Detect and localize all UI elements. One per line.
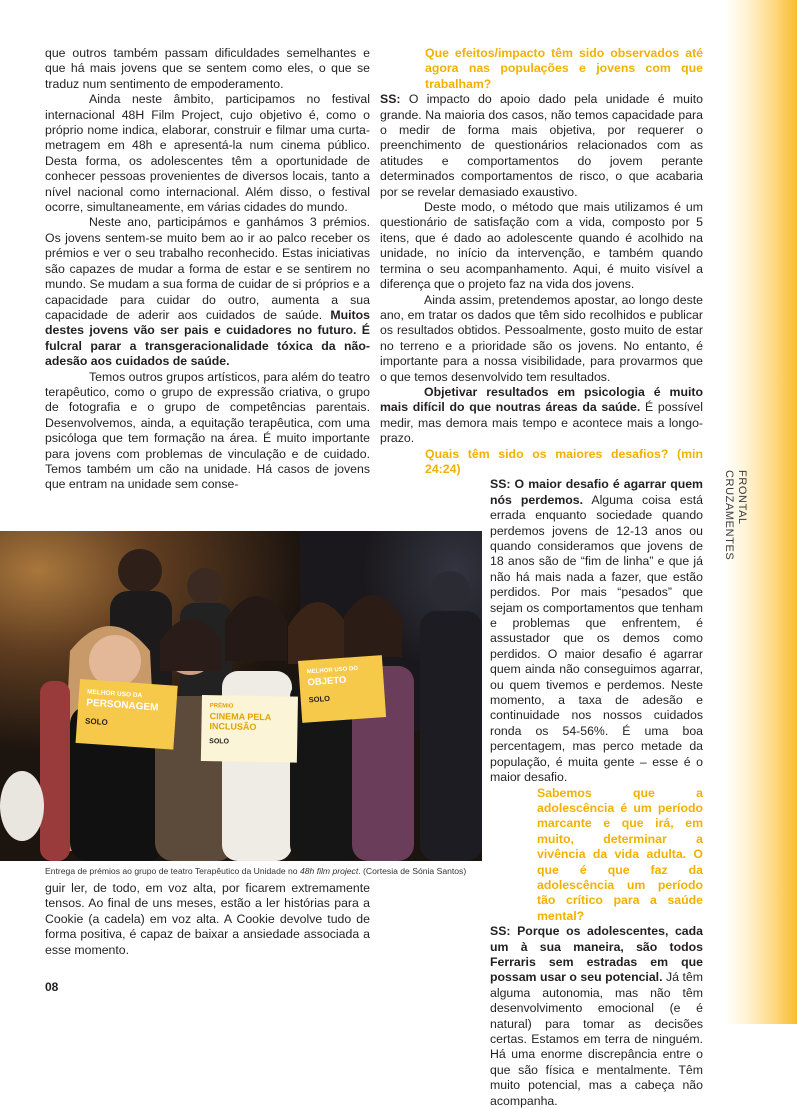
- interview-question: Sabemos que a adolescência é um período marcante e que irá, em muito, determinar a vivência da vida adulta. O que é que faz da adolescência um período tão crítico para a saúde mental?: [537, 785, 703, 923]
- right-column: [380, 46, 703, 1109]
- card-text: OBJETO: [307, 674, 347, 689]
- card-text: INCLUSÃO: [209, 721, 257, 732]
- page-number: 08: [45, 980, 59, 994]
- answer-text: Alguma coisa está errada enquanto sociedade quando perdemos jovens de 12-13 anos ou quando consideramos que jovens de 18 anos são de “fim de linha” e que já não há mais nada a fazer, que estão perdidos. Por mais “pesados” que sejam os comportamentos que tenham e problemas que enfrentem, é assustador que os demos como perdidos. O maior desafio é agarrar quem ainda não conseguimos agarrar, ou quem tivemos e perdemos. Neste momento, a taxa de adesão e continuidade nos nossos cuidados ronda os 54-56%. É uma boa percentagem, mas perco metade da população, é muita gente – esse é o maior desafio.: [490, 492, 703, 785]
- card-text: CINEMA PELA: [209, 711, 272, 723]
- award-card-personagem: [76, 679, 178, 750]
- card-text: PRÉMIO: [209, 703, 234, 710]
- emphasis-text: SS: Porque os adolescentes, cada um à sua maneira, são todos Ferraris sem estradas em que possam usar o seu potencial.: [490, 924, 703, 985]
- paragraph: [380, 477, 703, 785]
- award-card-inclusao: [201, 695, 298, 763]
- left-column: [45, 46, 370, 493]
- paragraph: [380, 385, 703, 447]
- section-label: FRONTAL CRUZAMENTES: [723, 470, 748, 561]
- card-text: MELHOR USO DA: [86, 688, 143, 700]
- answer-text: O impacto do apoio dado pela unidade é muito grande. Na maioria dos casos, não temos capacidade para o medir de forma mais objetiva, por requerer o preenchimento de questionários relacionados com as atitudes e comportamentos do jovem perante determinados comportamentos de risco, o que acabaria por se revelar demasiado exaustivo.: [380, 92, 703, 199]
- paragraph: [380, 92, 703, 200]
- interview-question: Quais têm sido os maiores desafios? (min 24:24): [425, 446, 703, 476]
- caption-text: Entrega de prémios ao grupo de teatro Terapêutico da Unidade no: [45, 866, 300, 876]
- paragraph: Ainda assim, pretendemos apostar, ao longo deste ano, em tratar os dados que têm sido recolhidos e publicar os resultados obtidos. Pessoalmente, gosto muito de estar no terreno e a prioridade são os jovens. No entanto, é importante para a nossa visibilidade, para provarmos que o que temos desenvolvido tem resultados.: [380, 292, 703, 384]
- card-text: MELHOR USO DO: [306, 665, 359, 676]
- answer-text: É possível medir, mas demora mais tempo e acontece mais a longo-prazo.: [380, 400, 703, 446]
- paragraph: Temos outros grupos artísticos, para além do teatro terapêutico, como o grupo de expressão criativa, o grupo de fotografia e o grupo de competências parentais. Desenvolvemos, ainda, a equitação terapêutica, com uma psicóloga que tem formação na área. É muito importante para jovens com problemas de vinculação e de cuidado. Temos também um cão na unidade. Há casos de jovens que entram na unidade sem conse-: [45, 369, 370, 492]
- paragraph: [380, 924, 703, 1109]
- caption-italic: 48h film project: [299, 866, 359, 876]
- answer-text: Já têm alguma autonomia, mas não têm desenvolvimento emocional (e é natural) para tomar as decisões certas. Estamos em terra de ninguém. Há uma enorme discrepância entre o que são física e mentalmente. Têm muito potencial, mas a cabeça não acompanha.: [490, 970, 703, 1108]
- speaker-label: SS:: [380, 92, 401, 107]
- paragraph: Ainda neste âmbito, participamos no festival internacional 48H Film Project, cujo objetivo é, como o próprio nome indica, elaborar, construir e filmar uma curta-metragem em 48h e apresentá-la num cinema público. Desta forma, os adolescentes têm a oportunidade de conhecer pessoas provenientes de diversos locais, tanto a nível nacional como internacional. Além disso, o festival ocorre, simultaneamente, em várias cidades do mundo.: [45, 92, 370, 215]
- emphasis-text: Muitos destes jovens vão ser pais e cuidadores no futuro. É fulcral parar a transgeracionalidade tóxica da não-adesão aos cuidados de saúde.: [45, 307, 370, 369]
- paragraph: [45, 215, 370, 369]
- card-text: PERSONAGEM: [85, 697, 159, 714]
- paragraph: guir ler, de todo, em voz alta, por ficarem extremamente tensos. Ao final de uns meses, estão a ler histórias para a Cookie (a cadela) em voz alta. A Cookie devolve tudo de forma positiva, é capaz de baixar a ansiedade associada a esse momento.: [45, 881, 370, 957]
- award-card-objeto: [298, 655, 386, 723]
- interview-question: Que efeitos/impacto têm sido observados até agora nas populações e jovens com que trabalham?: [425, 46, 703, 91]
- card-text: SOLO: [84, 716, 109, 728]
- paragraph-text: Neste ano, participámos e ganhámos 3 prémios. Os jovens sentem-se muito bem ao ir ao palco receber os prémios e ver o seu trabalho reconhecido. Estas iniciativas são capazes de mudar a forma de estar e se sentirem no mundo. Se mudam a sua forma de cuidar de si próprios e a capacidade para cuidar do outro, aumenta a sua capacidade de aderir aos cuidados de saúde.: [45, 215, 370, 322]
- card-text: SOLO: [209, 738, 230, 746]
- emphasis-text: SS: O maior desafio é agarrar quem nós perdemos.: [490, 477, 703, 507]
- caption-credit: . (Cortesia de Sónia Santos): [358, 866, 467, 876]
- emphasis-text: Objetivar resultados em psicologia é muito mais difícil do que noutras áreas da saúde.: [380, 384, 703, 415]
- card-text: SOLO: [308, 693, 331, 705]
- bottom-left-text: [45, 881, 370, 958]
- paragraph: que outros também passam dificuldades semelhantes e que há mais jovens que se sentem como eles, o que se traduz num sentimento de empoderamento.: [45, 46, 370, 91]
- paragraph: Deste modo, o método que mais utilizamos é um questionário de satisfação com a vida, composto por 5 itens, que é dado ao adolescente quando é acolhido na unidade, no início da intervenção, e também quando termina o seu acompanhamento. Aqui, é muito visível a diferença que o projeto faz na vida dos jovens.: [380, 200, 703, 292]
